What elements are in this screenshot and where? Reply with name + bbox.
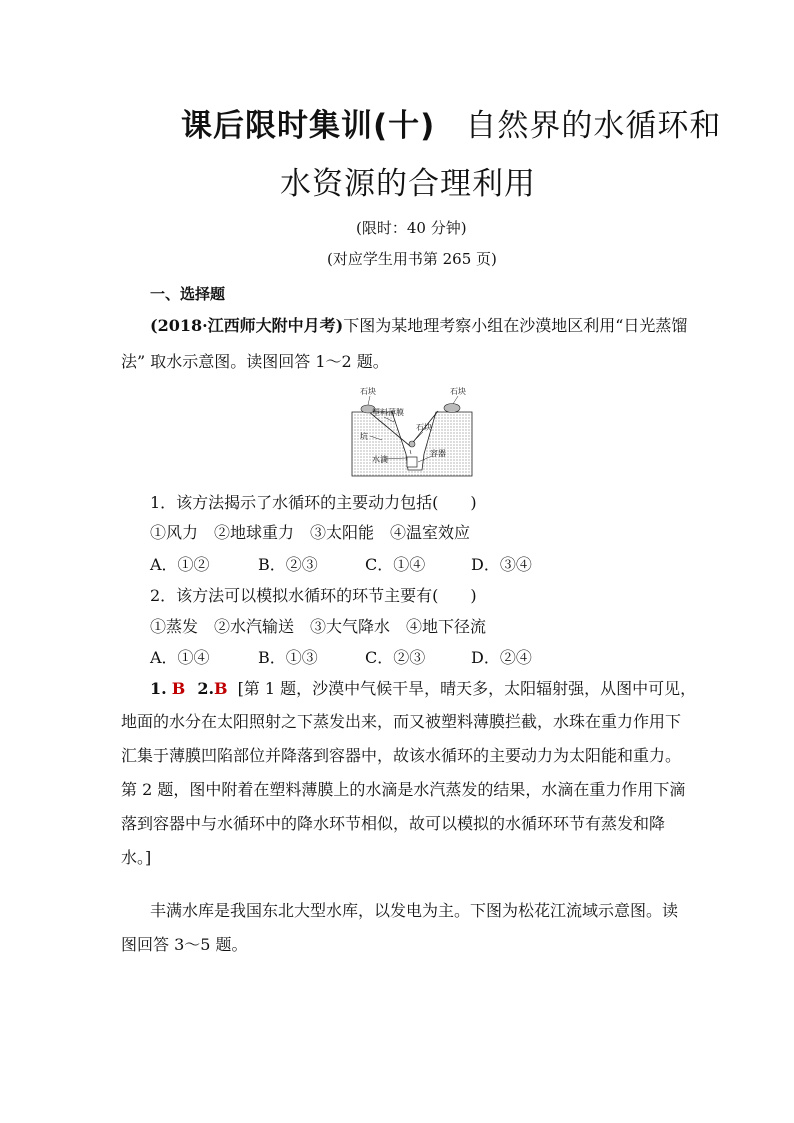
label-pit: 坑	[360, 432, 368, 441]
section-heading: 一、选择题	[150, 285, 226, 303]
next-intro-line1: 丰满水库是我国东北大型水库，以发电为主。下图为松花江流域示意图。读	[150, 901, 679, 920]
label-water-drop: 水滴	[372, 455, 388, 464]
answer-line3: 汇集于薄膜凹陷部位并降落到容器中，故该水循环的主要动力为太阳能和重力。	[121, 746, 682, 765]
label-stone-center: 石块	[416, 423, 432, 432]
q1-option-a: A．①②	[150, 555, 210, 574]
question-1-stem: 1．该方法揭示了水循环的主要动力包括( )	[150, 493, 477, 512]
q2-option-c: C．②③	[365, 648, 426, 667]
stone-right-shape	[444, 404, 460, 413]
label-stone-right: 石块	[450, 387, 466, 396]
page-title-line2: 水资源的合理利用	[280, 166, 536, 202]
q1-option-b: B．②③	[258, 555, 318, 574]
label-plastic-film: 塑料薄膜	[372, 408, 404, 417]
answer-line4: 第 2 题，图中附着在塑料薄膜上的水滴是水汽蒸发的结果，水滴在重力作用下滴	[121, 780, 686, 799]
question-1-items: ①风力 ②地球重力 ③太阳能 ④温室效应	[150, 523, 471, 542]
q2-option-d: D．②④	[471, 648, 532, 667]
intro-text1: 下图为某地理考察小组在沙漠地区利用“日光蒸馏	[343, 316, 688, 335]
intro-source: (2018·江西师大附中月考)	[150, 316, 344, 335]
answer-line2: 地面的水分在太阳照射之下蒸发出来，而又被塑料薄膜拦截，水珠在重力作用下	[121, 712, 682, 731]
next-intro-line2: 图回答 3～5 题。	[121, 935, 248, 954]
container-shape	[407, 457, 417, 467]
title-rest-part: 自然界的水循环和	[465, 108, 722, 144]
q1-option-c: C．①④	[365, 555, 426, 574]
time-limit: (限时：40 分钟)	[356, 219, 467, 237]
answer-line5: 落到容器中与水循环中的降水环节相似，故可以模拟的水循环环节有蒸发和降	[121, 814, 666, 833]
answer-q2-choice: B	[214, 679, 228, 698]
intro-line1	[150, 313, 687, 336]
question-2-stem: 2．该方法可以模拟水循环的环节主要有( )	[150, 586, 477, 605]
intro-line2: 法” 取水示意图。读图回答 1～2 题。	[121, 352, 389, 371]
label-stone-left: 石块	[360, 387, 376, 396]
question-2-items: ①蒸发 ②水汽输送 ③大气降水 ④地下径流	[150, 617, 487, 636]
answer-line6: 水。]	[121, 848, 152, 867]
page-title-line1	[181, 100, 721, 145]
label-container: 容器	[430, 449, 446, 458]
stone-center-shape	[409, 441, 415, 447]
answer-text-line1: [第 1 题，沙漠中气候干旱，晴天多，太阳辐射强，从图中可见，	[237, 679, 697, 698]
q1-option-d: D．③④	[471, 555, 532, 574]
q2-option-a: A．①④	[150, 648, 210, 667]
solar-still-diagram	[348, 384, 476, 478]
answer-q1-number: 1.	[150, 679, 167, 698]
book-reference: (对应学生用书第 265 页)	[327, 250, 497, 268]
title-bold-part: 课后限时集训(十)	[181, 108, 436, 144]
answer-q1-choice: B	[171, 679, 186, 698]
answer-line1	[150, 676, 696, 699]
answer-q2-number: 2.	[197, 679, 215, 698]
q2-option-b: B．①③	[258, 648, 318, 667]
